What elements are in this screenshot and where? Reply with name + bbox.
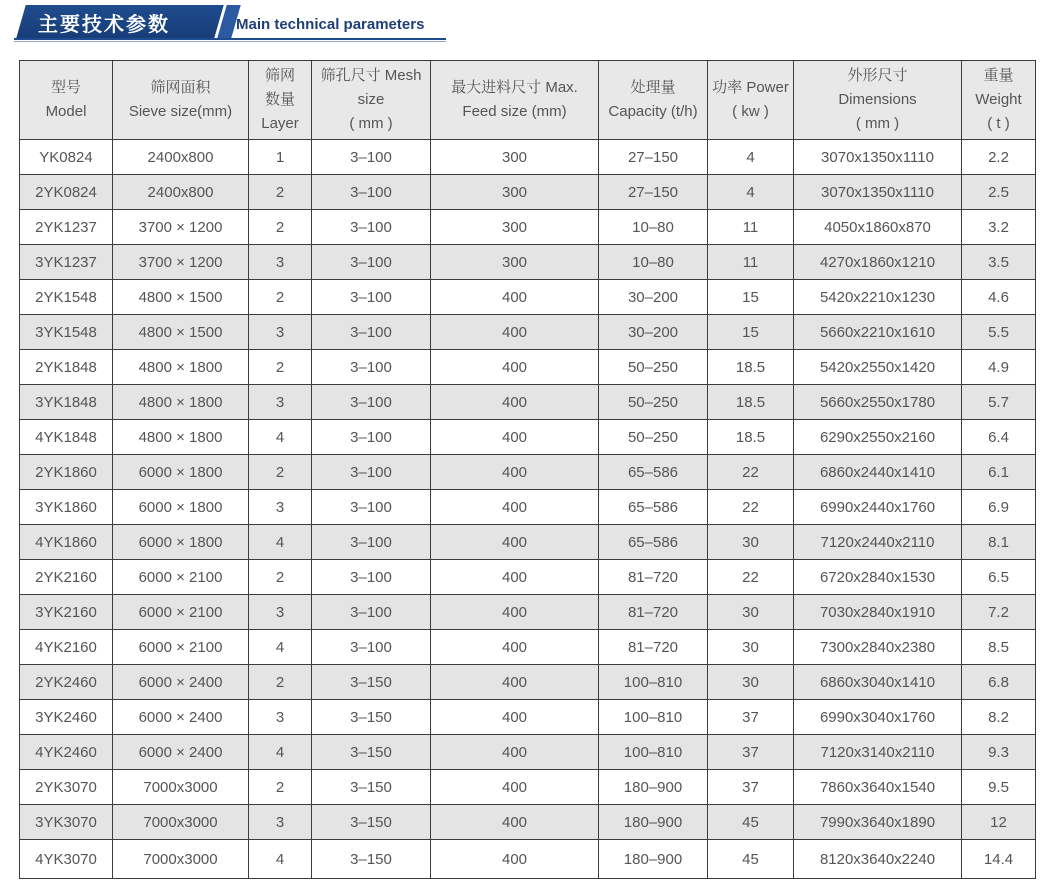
table-row [20, 735, 1036, 770]
cell-weight: 6.5 [962, 560, 1036, 595]
cell-power: 22 [708, 560, 794, 595]
column-header-line: Layer [261, 115, 299, 132]
cell-layer: 3 [249, 595, 312, 630]
cell-mesh-size: 3–150 [312, 770, 431, 805]
cell-layer: 2 [249, 350, 312, 385]
cell-capacity: 81–720 [599, 630, 708, 665]
cell-capacity: 30–200 [599, 280, 708, 315]
cell-mesh-size: 3–100 [312, 245, 431, 280]
cell-power: 22 [708, 455, 794, 490]
cell-sieve-size: 3700 × 1200 [113, 245, 249, 280]
cell-layer: 2 [249, 210, 312, 245]
cell-power: 22 [708, 490, 794, 525]
cell-sieve-size: 6000 × 1800 [113, 490, 249, 525]
table-row [20, 245, 1036, 280]
cell-capacity: 50–250 [599, 385, 708, 420]
cell-dimensions: 7990x3640x1890 [794, 805, 962, 840]
table-row [20, 175, 1036, 210]
cell-capacity: 100–810 [599, 665, 708, 700]
cell-max-feed-size: 400 [431, 735, 599, 770]
cell-power: 11 [708, 210, 794, 245]
cell-dimensions: 5420x2210x1230 [794, 280, 962, 315]
section-header [14, 5, 434, 43]
cell-power: 37 [708, 735, 794, 770]
table-row [20, 385, 1036, 420]
cell-sieve-size: 3700 × 1200 [113, 210, 249, 245]
cell-layer: 2 [249, 560, 312, 595]
cell-capacity: 180–900 [599, 840, 708, 879]
cell-dimensions: 5660x2550x1780 [794, 385, 962, 420]
table-row [20, 140, 1036, 175]
cell-power: 15 [708, 315, 794, 350]
cell-model: 4YK1860 [20, 525, 113, 560]
cell-capacity: 30–200 [599, 315, 708, 350]
table-row [20, 770, 1036, 805]
cell-max-feed-size: 300 [431, 245, 599, 280]
column-header-line: size [357, 91, 385, 108]
cell-max-feed-size: 400 [431, 420, 599, 455]
cell-sieve-size: 2400x800 [113, 175, 249, 210]
cell-mesh-size: 3–100 [312, 315, 431, 350]
cell-capacity: 81–720 [599, 560, 708, 595]
cell-layer: 3 [249, 245, 312, 280]
cell-model: 2YK2460 [20, 665, 113, 700]
cell-weight: 2.5 [962, 175, 1036, 210]
cell-weight: 2.2 [962, 140, 1036, 175]
cell-model: 4YK2160 [20, 630, 113, 665]
table-row [20, 455, 1036, 490]
cell-capacity: 27–150 [599, 140, 708, 175]
header-underline-thin [14, 41, 446, 42]
cell-layer: 3 [249, 490, 312, 525]
cell-dimensions: 7300x2840x2380 [794, 630, 962, 665]
column-header-max-feed-size [431, 61, 599, 140]
cell-max-feed-size: 400 [431, 315, 599, 350]
column-header-line: Weight [975, 91, 1022, 108]
cell-dimensions: 5660x2210x1610 [794, 315, 962, 350]
column-header-capacity [599, 61, 708, 140]
cell-sieve-size: 2400x800 [113, 140, 249, 175]
table-row [20, 210, 1036, 245]
cell-mesh-size: 3–100 [312, 630, 431, 665]
cell-weight: 8.1 [962, 525, 1036, 560]
cell-sieve-size: 6000 × 2400 [113, 700, 249, 735]
column-header-line: 筛孔尺寸 Mesh [320, 67, 422, 84]
table-body [20, 140, 1036, 879]
cell-weight: 3.5 [962, 245, 1036, 280]
table-row [20, 700, 1036, 735]
cell-power: 45 [708, 840, 794, 879]
column-header-line: Dimensions [838, 91, 917, 108]
cell-model: 3YK2460 [20, 700, 113, 735]
cell-mesh-size: 3–100 [312, 140, 431, 175]
cell-dimensions: 4050x1860x870 [794, 210, 962, 245]
cell-mesh-size: 3–150 [312, 805, 431, 840]
header-underline [14, 38, 446, 40]
cell-mesh-size: 3–150 [312, 735, 431, 770]
column-header-weight [962, 61, 1036, 140]
cell-model: 2YK2160 [20, 560, 113, 595]
cell-power: 4 [708, 175, 794, 210]
cell-sieve-size: 6000 × 2100 [113, 630, 249, 665]
cell-sieve-size: 7000x3000 [113, 805, 249, 840]
cell-dimensions: 7030x2840x1910 [794, 595, 962, 630]
cell-model: 2YK1860 [20, 455, 113, 490]
cell-max-feed-size: 300 [431, 210, 599, 245]
column-header-sieve-size [113, 61, 249, 140]
cell-dimensions: 6290x2550x2160 [794, 420, 962, 455]
cell-model: 3YK1237 [20, 245, 113, 280]
cell-weight: 3.2 [962, 210, 1036, 245]
cell-capacity: 65–586 [599, 455, 708, 490]
cell-max-feed-size: 400 [431, 490, 599, 525]
cell-layer: 2 [249, 175, 312, 210]
cell-dimensions: 8120x3640x2240 [794, 840, 962, 879]
cell-weight: 12 [962, 805, 1036, 840]
cell-layer: 4 [249, 735, 312, 770]
cell-mesh-size: 3–100 [312, 420, 431, 455]
column-header-line: 筛网 [264, 67, 295, 84]
cell-power: 30 [708, 630, 794, 665]
cell-layer: 4 [249, 840, 312, 879]
cell-weight: 5.7 [962, 385, 1036, 420]
cell-power: 30 [708, 595, 794, 630]
cell-max-feed-size: 400 [431, 455, 599, 490]
cell-mesh-size: 3–100 [312, 560, 431, 595]
column-header-layer [249, 61, 312, 140]
cell-layer: 4 [249, 420, 312, 455]
cell-model: 4YK1848 [20, 420, 113, 455]
cell-sieve-size: 4800 × 1500 [113, 280, 249, 315]
column-header-line: ( mm ) [349, 115, 393, 132]
cell-layer: 3 [249, 805, 312, 840]
cell-dimensions: 6990x2440x1760 [794, 490, 962, 525]
cell-max-feed-size: 300 [431, 175, 599, 210]
cell-weight: 6.8 [962, 665, 1036, 700]
table-row [20, 805, 1036, 840]
cell-dimensions: 5420x2550x1420 [794, 350, 962, 385]
cell-capacity: 100–810 [599, 735, 708, 770]
cell-dimensions: 6860x2440x1410 [794, 455, 962, 490]
cell-capacity: 27–150 [599, 175, 708, 210]
cell-sieve-size: 7000x3000 [113, 770, 249, 805]
cell-max-feed-size: 400 [431, 560, 599, 595]
column-header-line: Model [45, 103, 87, 120]
cell-dimensions: 6860x3040x1410 [794, 665, 962, 700]
cell-model: 4YK2460 [20, 735, 113, 770]
column-header-line: Feed size (mm) [462, 103, 567, 120]
column-header-line: Sieve size(mm) [128, 103, 233, 120]
section-title-cn: 主要技术参数 [38, 12, 170, 36]
table-row [20, 595, 1036, 630]
column-header-line: 最大进料尺寸 Max. [451, 79, 578, 96]
cell-power: 30 [708, 525, 794, 560]
cell-max-feed-size: 400 [431, 700, 599, 735]
cell-layer: 2 [249, 455, 312, 490]
cell-power: 37 [708, 700, 794, 735]
cell-weight: 8.5 [962, 630, 1036, 665]
cell-model: 3YK1860 [20, 490, 113, 525]
column-header-line: 重量 [983, 67, 1014, 84]
cell-mesh-size: 3–100 [312, 490, 431, 525]
cell-capacity: 100–810 [599, 700, 708, 735]
cell-mesh-size: 3–100 [312, 525, 431, 560]
cell-model: 3YK1848 [20, 385, 113, 420]
cell-mesh-size: 3–100 [312, 175, 431, 210]
cell-dimensions: 7860x3640x1540 [794, 770, 962, 805]
cell-sieve-size: 4800 × 1800 [113, 385, 249, 420]
cell-capacity: 50–250 [599, 350, 708, 385]
cell-capacity: 81–720 [599, 595, 708, 630]
cell-model: 2YK3070 [20, 770, 113, 805]
cell-max-feed-size: 400 [431, 595, 599, 630]
cell-sieve-size: 6000 × 2100 [113, 595, 249, 630]
cell-sieve-size: 4800 × 1800 [113, 420, 249, 455]
cell-model: 3YK2160 [20, 595, 113, 630]
column-header-line: Capacity (t/h) [608, 103, 698, 120]
cell-power: 11 [708, 245, 794, 280]
cell-weight: 14.4 [962, 840, 1036, 879]
table-row [20, 280, 1036, 315]
column-header-line: 处理量 [630, 79, 676, 96]
table-row [20, 350, 1036, 385]
column-header-line: ( mm ) [855, 115, 900, 132]
cell-weight: 6.9 [962, 490, 1036, 525]
cell-mesh-size: 3–100 [312, 595, 431, 630]
table-row [20, 490, 1036, 525]
cell-sieve-size: 6000 × 2100 [113, 560, 249, 595]
cell-sieve-size: 6000 × 1800 [113, 455, 249, 490]
cell-max-feed-size: 400 [431, 770, 599, 805]
cell-layer: 4 [249, 630, 312, 665]
cell-dimensions: 3070x1350x1110 [794, 140, 962, 175]
table-row [20, 420, 1036, 455]
table-row [20, 665, 1036, 700]
cell-max-feed-size: 400 [431, 525, 599, 560]
column-header-line: ( kw ) [732, 103, 769, 120]
cell-capacity: 10–80 [599, 210, 708, 245]
cell-sieve-size: 6000 × 2400 [113, 735, 249, 770]
cell-model: 3YK1548 [20, 315, 113, 350]
cell-mesh-size: 3–150 [312, 700, 431, 735]
cell-power: 18.5 [708, 350, 794, 385]
cell-capacity: 180–900 [599, 770, 708, 805]
cell-max-feed-size: 400 [431, 630, 599, 665]
cell-max-feed-size: 400 [431, 665, 599, 700]
cell-max-feed-size: 400 [431, 280, 599, 315]
cell-layer: 3 [249, 385, 312, 420]
cell-layer: 3 [249, 315, 312, 350]
column-header-line: 型号 [50, 79, 81, 96]
table-row [20, 630, 1036, 665]
cell-dimensions: 7120x3140x2110 [794, 735, 962, 770]
column-header-model [20, 61, 113, 140]
table-row [20, 840, 1036, 879]
table-row [20, 315, 1036, 350]
cell-layer: 1 [249, 140, 312, 175]
table-row [20, 525, 1036, 560]
cell-capacity: 180–900 [599, 805, 708, 840]
technical-parameters-table [19, 60, 1036, 879]
cell-weight: 9.5 [962, 770, 1036, 805]
cell-weight: 4.9 [962, 350, 1036, 385]
cell-capacity: 65–586 [599, 525, 708, 560]
cell-power: 45 [708, 805, 794, 840]
cell-power: 37 [708, 770, 794, 805]
cell-layer: 2 [249, 665, 312, 700]
cell-layer: 3 [249, 700, 312, 735]
cell-power: 15 [708, 280, 794, 315]
cell-weight: 4.6 [962, 280, 1036, 315]
column-header-line: 外形尺寸 [847, 67, 908, 84]
cell-sieve-size: 7000x3000 [113, 840, 249, 879]
cell-sieve-size: 6000 × 1800 [113, 525, 249, 560]
cell-max-feed-size: 300 [431, 140, 599, 175]
cell-model: 2YK0824 [20, 175, 113, 210]
cell-weight: 5.5 [962, 315, 1036, 350]
cell-model: YK0824 [20, 140, 113, 175]
cell-model: 2YK1848 [20, 350, 113, 385]
column-header-mesh-size [312, 61, 431, 140]
cell-capacity: 65–586 [599, 490, 708, 525]
column-header-line: 数量 [264, 91, 295, 108]
cell-dimensions: 6990x3040x1760 [794, 700, 962, 735]
cell-mesh-size: 3–150 [312, 665, 431, 700]
cell-dimensions: 7120x2440x2110 [794, 525, 962, 560]
cell-layer: 4 [249, 525, 312, 560]
cell-weight: 9.3 [962, 735, 1036, 770]
cell-model: 3YK3070 [20, 805, 113, 840]
cell-model: 2YK1548 [20, 280, 113, 315]
cell-weight: 7.2 [962, 595, 1036, 630]
table-header-row [20, 61, 1036, 140]
cell-max-feed-size: 400 [431, 805, 599, 840]
cell-sieve-size: 6000 × 2400 [113, 665, 249, 700]
cell-layer: 2 [249, 770, 312, 805]
column-header-dimensions [794, 61, 962, 140]
cell-model: 4YK3070 [20, 840, 113, 879]
cell-power: 30 [708, 665, 794, 700]
cell-sieve-size: 4800 × 1500 [113, 315, 249, 350]
cell-mesh-size: 3–100 [312, 350, 431, 385]
cell-dimensions: 3070x1350x1110 [794, 175, 962, 210]
cell-weight: 6.4 [962, 420, 1036, 455]
cell-max-feed-size: 400 [431, 385, 599, 420]
cell-max-feed-size: 400 [431, 840, 599, 879]
cell-capacity: 10–80 [599, 245, 708, 280]
cell-weight: 6.1 [962, 455, 1036, 490]
cell-power: 18.5 [708, 385, 794, 420]
cell-weight: 8.2 [962, 700, 1036, 735]
column-header-power [708, 61, 794, 140]
cell-mesh-size: 3–150 [312, 840, 431, 879]
cell-power: 4 [708, 140, 794, 175]
cell-mesh-size: 3–100 [312, 455, 431, 490]
column-header-line: ( t ) [987, 115, 1010, 132]
cell-model: 2YK1237 [20, 210, 113, 245]
column-header-line: 筛网面积 [150, 79, 211, 96]
cell-mesh-size: 3–100 [312, 280, 431, 315]
column-header-line: 功率 Power [712, 79, 789, 96]
cell-power: 18.5 [708, 420, 794, 455]
section-title-en: Main technical parameters [236, 16, 425, 33]
cell-max-feed-size: 400 [431, 350, 599, 385]
cell-capacity: 50–250 [599, 420, 708, 455]
table-row [20, 560, 1036, 595]
cell-dimensions: 6720x2840x1530 [794, 560, 962, 595]
cell-mesh-size: 3–100 [312, 210, 431, 245]
cell-sieve-size: 4800 × 1800 [113, 350, 249, 385]
cell-mesh-size: 3–100 [312, 385, 431, 420]
cell-layer: 2 [249, 280, 312, 315]
cell-dimensions: 4270x1860x1210 [794, 245, 962, 280]
